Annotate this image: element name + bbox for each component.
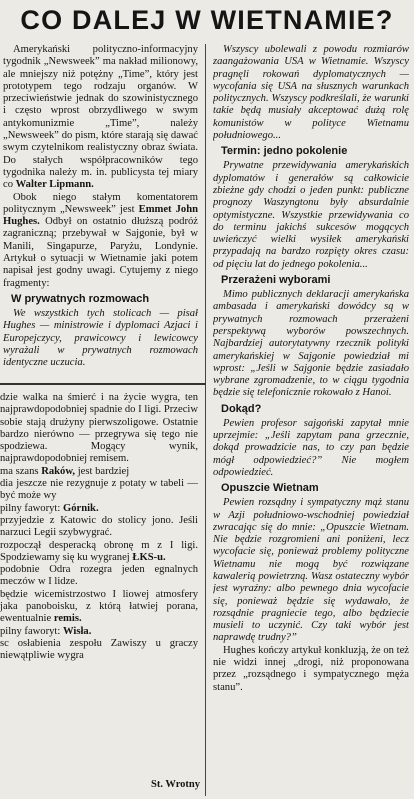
sports-text-2-rest: jest bardziej xyxy=(77,465,130,477)
intro-text-2: Obok niego stałym komentatorem politycznym „Newsweek” jest xyxy=(3,191,198,215)
author-signature: St. Wrotny xyxy=(150,779,200,790)
sports-line-1: dzie walka na śmierć i na życie wygra, ten najprawdopodobniej spadnie do I ligi. Przeciw sobie stają drużyny pierwszoligowe. Ostatnie bardzo nierówno — przegrywa się tego nie spodziewa. Mogący wynik, najprawdopodobniej remisem. xyxy=(0,392,198,465)
subheading-elections: Przerażeni wyborami xyxy=(221,274,331,287)
team-lks: ŁKS-u. xyxy=(132,551,166,563)
sports-text-9: pilny faworyt: xyxy=(0,625,61,637)
team-gornik: Górnik. xyxy=(62,502,99,514)
right-column xyxy=(213,44,409,796)
lower-sports-column xyxy=(0,392,198,764)
right-paragraph-4: Pewien profesor sajgoński zapytał mnie uprzejmie: „Jeśli zapytam pana grzecznie, dokąd prowadzicie nas, to czy pan będzie mógł odpowiedzieć?” Nie mogłem odpowiedzieć. xyxy=(213,417,409,478)
sports-line-3: dia jeszcze nie rezygnuje z potaty w tabeli — być może wy xyxy=(0,478,198,502)
sports-line-4 xyxy=(0,503,198,515)
right-paragraph-2: Prywatne przewidywania amerykańskich dyplomatów i generałów są całkowicie zbieżne gdy chodzi o jeden punkt: publiczne prognozy Waszyngtonu były absurdalnie optymistyczne. Wszystkie przewidywania co do terminu jakichś sukcesów mogących uwieńczyć wielki wysiłek amerykański przypadają na bardzo rozpięty okres czasu: od pięciu lat do jednego pokolenia... xyxy=(213,160,409,270)
right-paragraph-5: Pewien rozsądny i sympatyczny mąż stanu w Azji południowo-wschodniej powiedział zwracając się do mnie: „Opuszcie Wietnam. Nie będzie rozgromieni ani poniżeni, lecz wycofacie się, ponieważ problemy polityczne Wietnamu nie mogą być rozwiązane kawalerią powietrzną. Wasz ostateczny wybór jest wyraźny: albo pewnego dnia wycofacie się, ponieważ będzie się wydawało, że rozsądnie pragniecie tego, albo będziecie musieli to uczynić. Czy taki wybór jest naprawdę trudny?” xyxy=(213,497,409,644)
right-paragraph-1: Wszyscy ubolewali z powodu rozmiarów zaangażowania USA w Wietnamie. Wszyscy pragnęli rokowań dyplomatycznych — wycofania się USA na słusznych warunkach politycznych. Wszyscy podkreślali, że warunki takie będą musiały akceptować dużą rolę komunistów w polityce Wietnamu południowego... xyxy=(213,44,409,142)
subheading-private-talks: W prywatnych rozmowach xyxy=(11,292,150,305)
sports-line-7: podobnie Odra rozegra jeden egnalnych meczów w I lidze. xyxy=(0,564,198,588)
sports-line-9 xyxy=(0,626,198,638)
sports-line-8 xyxy=(0,589,198,626)
intro-text-1: Amerykański polityczno-informacyjny tygodnik „Newsweek” ma nakład milionowy, ale mniejszy niż potężny „Time”, który jest prototypem tego rodzaju organów. W przeciwieństwie jednak do szowinistycznego i często wprost obrzydliwego w swym antykomunizmie „Time”, należy „Newsweek” do pism, które starają się dawać swym czytelnikom realistyczny obraz świata. Do stałych współpracowników tego tygodnika należy m. in. publicysta tej miary co xyxy=(3,44,198,191)
sports-text-4: pilny faworyt: xyxy=(0,502,61,514)
team-wisla: Wisła. xyxy=(62,625,92,637)
author-name-hughes: Emmet John Hughes. xyxy=(3,203,198,228)
sports-text-8: będzie wicemistrzostwo I liowej atmosfery jaka panoboisku, z którą łatwiej porana, ewentualnie xyxy=(0,588,198,625)
headline: CO DALEJ W WIETNAMIE? xyxy=(20,5,394,35)
sports-text-6: rozpoczął desperacką obronę m z I ligi. Spodziewamy się ku wygranej xyxy=(0,539,198,563)
sports-line-5: przyjedzie z Katowic do stolicy jono. Jeśli narzuci Legii szybwygrać. xyxy=(0,514,198,539)
intro-text-2-rest: Odbył on ostatnio dłuższą podróż zagraniczną; przebywał w Sajgonie, był w Manili, Singapurze, Paryżu, Londynie. Artykuł o sytuacji w Wietnamie jaki potem napisał jest godny uwagi. Cytujemy z niego fragmenty: xyxy=(3,216,198,289)
subheading-where: Dokąd? xyxy=(221,402,262,415)
sports-line-6 xyxy=(0,540,198,565)
right-paragraph-3: Mimo publicznych deklaracji amerykańska ambasada i amerykański dowódcy są w prywatnych rozmowach przerażeni perspektywą wyborów powszechnych. Najbardziej autorytatywny rzecznik polityki amerykańskiej w Sajgonie powiedział mi wprost: „Jeśli w Sajgonie będzie zasiadało wybrane zgromadzenie, to w ciągu tygodnia będzie się telefonicznie rokowało z Hanoi. xyxy=(213,289,409,399)
intro-paragraph-2 xyxy=(3,192,198,290)
result-draw: remis. xyxy=(53,613,82,625)
right-paragraph-6: Hughes kończy artykuł konkluzją, że on też nie widzi innej „drogi, niż proponowana przez „rozsądnego i sympatycznego męża stanu”. xyxy=(213,644,409,693)
team-rakow: Raków, xyxy=(41,465,76,477)
left-column xyxy=(3,44,198,374)
subheading-leave-vietnam: Opuszcie Wietnam xyxy=(221,482,319,495)
sports-line-2 xyxy=(0,466,198,478)
section-divider xyxy=(0,383,206,385)
quote-paragraph: We wszystkich tych stolicach — pisał Hughes — ministrowie i dyplomaci Azjaci i Europejczycy, prawicowcy i lewicowcy wyrażali w prywatnych rozmowach identyczne uczucia. xyxy=(3,307,198,369)
sports-text-2: ma szans xyxy=(0,465,39,477)
sports-line-10: sc osłabienia zespołu Zawiszy u graczy niewątpliwie wygra xyxy=(0,637,198,662)
column-divider xyxy=(205,44,206,796)
subheading-term: Termin: jedno pokolenie xyxy=(221,145,348,158)
author-name-lipmann: Walter Lipmann. xyxy=(15,179,94,191)
intro-paragraph-1 xyxy=(3,44,198,192)
